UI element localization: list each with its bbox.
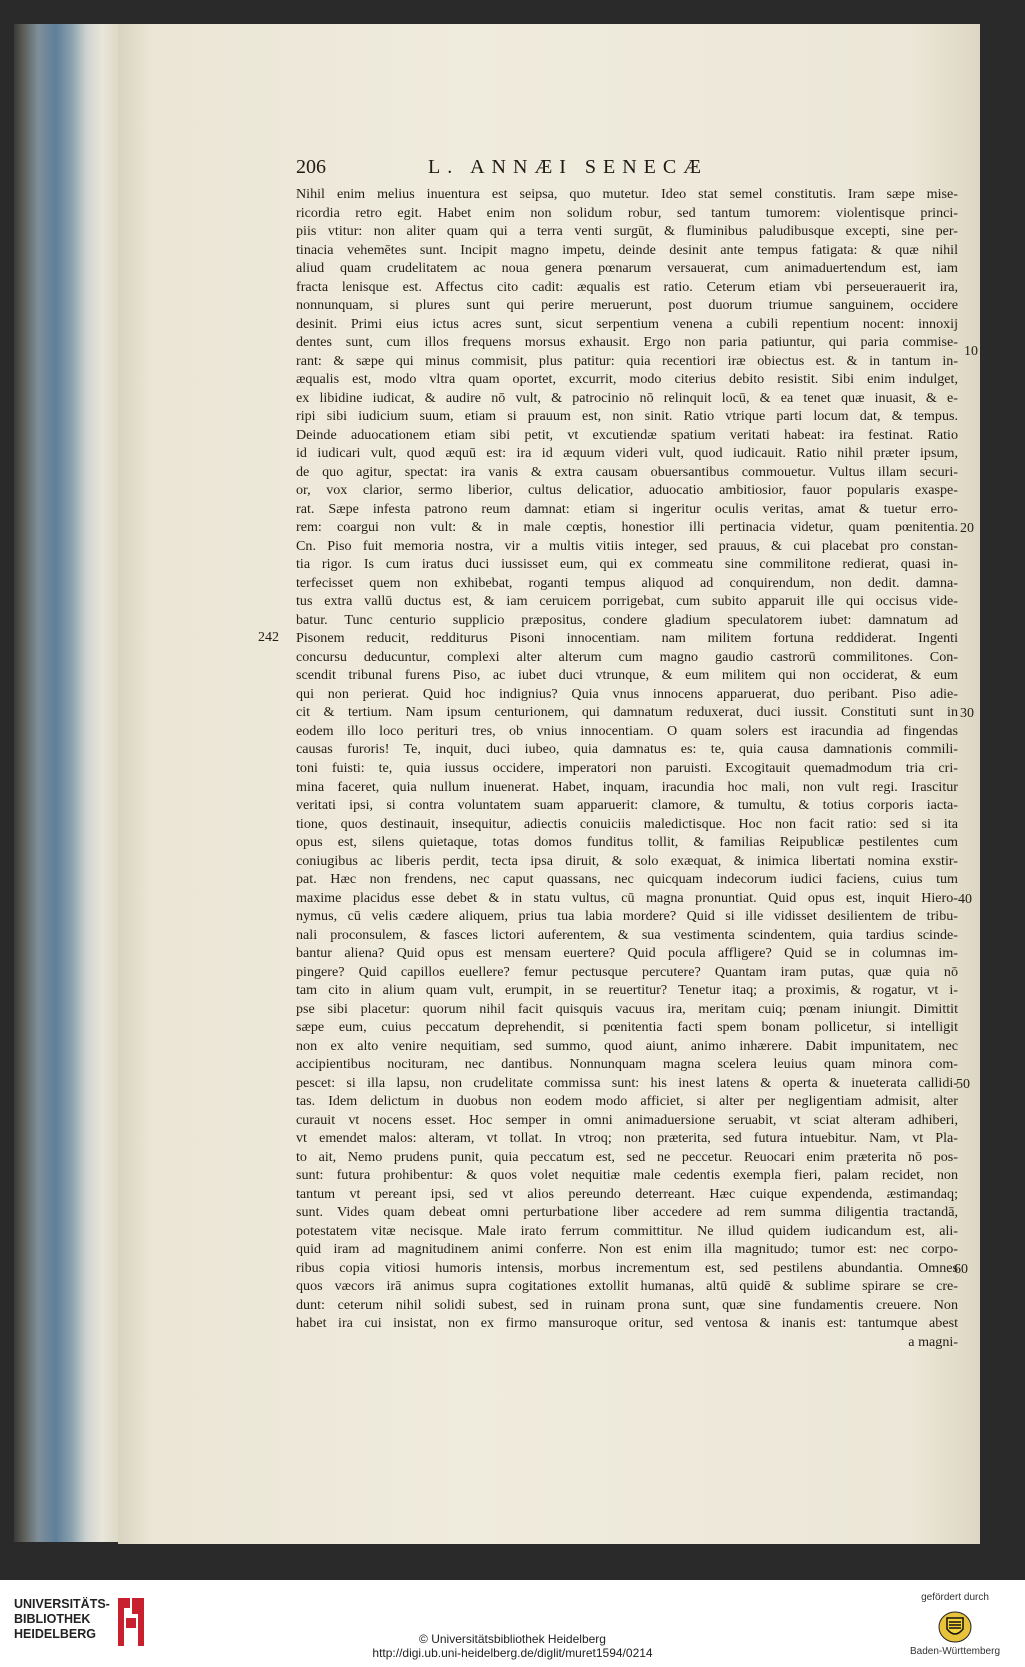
book-page — [118, 24, 980, 1544]
library-name-line: UNIVERSITÄTS- — [14, 1597, 110, 1611]
text-line: id iudicari vult, quod æquū est: ira id æquum videri vult, quod iudicauit. Ratio nihil præter ipsum, — [296, 445, 958, 462]
text-line: sunt: futura prohibentur: & quos volet nequitiæ male cedentis exempla fieri, palam recidet, non — [296, 1167, 958, 1184]
text-line: ribus copia vitiosi humoris intensis, morbus incrementum est, sed pestilens abundantia. Omnes — [296, 1259, 958, 1276]
text-line: nonnunquam, si plures sunt qui perire meruerunt, post duorum triumue sanguinem, occidere — [296, 297, 958, 314]
text-line: opus est, silens quietaque, totas domos funditus tollit, & familias Reipublicæ pestilentes cum — [296, 834, 958, 851]
margin-line-number: 40 — [958, 892, 972, 907]
margin-line-number: 20 — [960, 521, 974, 536]
margin-line-number: 50 — [956, 1077, 970, 1092]
text-line: curauit vt nocens esset. Hoc semper in omni animaduersione seruabit, vt sciat alteram adhiberi, — [296, 1111, 958, 1128]
margin-line-number: 60 — [954, 1262, 968, 1277]
text-line: batur. Tunc centurio supplicio præpositus, condere gladium speculatorem iubet: damnatum ad — [296, 611, 958, 628]
text-line: Pisonem reducit, redditurus Pisoni innocentiam. nam militem fortuna reddiderat. Ingenti — [296, 630, 958, 647]
text-line: pescet: si illa lapsu, non crudelitate commissa sunt: his inest latens & operta & inueterata callidi- — [296, 1074, 958, 1091]
library-name-line: HEIDELBERG — [14, 1627, 96, 1641]
funder-name: Baden-Württemberg — [909, 1646, 1001, 1657]
text-line: quos væcors irā animus supra cogitationes extollit humanas, altū quidē & sublime spirare se cre- — [296, 1278, 958, 1295]
margin-line-number: 30 — [960, 706, 974, 721]
text-line: concursu deducuntur, complexi alter alterum cum magno gaudio castrorū commilitones. Con- — [296, 648, 958, 665]
permalink[interactable]: http://digi.ub.uni-heidelberg.de/diglit/muret1594/0214 — [372, 1646, 653, 1660]
text-line: rant: & sæpe qui minus commisit, plus patitur: quia recentiori iræ obiectus est. & in tantum in- — [296, 352, 958, 369]
text-line: or, vox clarior, sermo liberior, cultus delicatior, aduocatio ambitiosior, fauor popularis exaspe- — [296, 482, 958, 499]
text-line: de quo agitur, spectat: ira vanis & extra causam obuersantibus commouetur. Vultus illam securi- — [296, 463, 958, 480]
text-line: eodem illo loco perituri tres, ob vnius innocentiam. O quam solers est iracundia ad fingendas — [296, 722, 958, 739]
text-line: Deinde aduocationem etiam sibi petit, vt excutiendæ spatium veritati habeat: ira festinat. Ratio — [296, 426, 958, 443]
text-line: dunt: ceterum nihil solidi subest, sed in ruinam prona sunt, quæ sine fundamentis creuere. Non — [296, 1296, 958, 1313]
text-line: bantur aliena? Quid opus est mensam euertere? Quid pocula affligere? Quid se in columnas im- — [296, 945, 958, 962]
book-page-edges — [14, 24, 124, 1542]
text-line: accipientibus nocituram, nec dantibus. Nonnunquam magna scelera leuius quam minora com- — [296, 1056, 958, 1073]
baden-wuerttemberg-crest-icon — [938, 1611, 972, 1643]
text-line: tinacia vehemētes sunt. Incipit magno impetu, deinde desinit ante tempus fatigata: & quæ nihil — [296, 241, 958, 258]
copyright-notice: © Universitätsbibliothek Heidelberg — [419, 1632, 606, 1646]
text-line: pingere? Quid capillos euellere? femur pectusque percutere? Quantam iram putas, quæ quia nō — [296, 963, 958, 980]
text-line: potestatem vitæ necisque. Male irato ferrum committitur. Ne illud quidem iudicandum est, ali- — [296, 1222, 958, 1239]
text-line: scendit tribunal furens Piso, ac iubet duci vtrunque, & eum militem qui non occiderat, & eum — [296, 667, 958, 684]
text-line: to ait, Nemo prudens punit, quia peccatum est, sed ne peccetur. Reuocari enim præterita nō pos- — [296, 1148, 958, 1165]
text-line: tam cito in alium quam vult, erumpit, in se reuertitur? Tenetur itaq; a proximis, & rogatur, vt i- — [296, 982, 958, 999]
text-line: pse sibi placetur: quorum nihil facit quisquis vacuus ira, meritam cuiq; pœnam iniungit. Dimittit — [296, 1000, 958, 1017]
library-name-line: BIBLIOTHEK — [14, 1612, 91, 1626]
text-line: cit & tertium. Nam ipsum centurionem, qui damnatum reduxerat, duci iussit. Constituti sunt in — [296, 704, 958, 721]
text-line: rem: coargui non vult: & in male cœptis, honestior illi pertinacia videtur, quam pœnitentia. — [296, 519, 958, 536]
margin-page-reference: 242 — [258, 630, 279, 645]
text-line: fracta lenisque est. Affectus cito cadit: æqualis est ratio. Ceterum etiam vbi perseuerauerit ira, — [296, 278, 958, 295]
text-line: tus extra vallū ductus est, & iam ceruicem porrigebat, cum subito apparuit ille qui occisus vide- — [296, 593, 958, 610]
funder-block[interactable] — [900, 1592, 1010, 1657]
text-line: tia rigor. Is cum iratus duci iussisset eum, qui ex commeatu sine commilitone redierat, quasi in- — [296, 556, 958, 573]
text-line: Cn. Piso fuit memoria nostra, vir a multis vitiis integer, sed prauus, & cui placebat pro constan- — [296, 537, 958, 554]
funded-by-label: gefördert durch — [921, 1592, 989, 1603]
text-line: piis vtitur: non aliter quam qui a terra venti surgūt, & fluminibus paludibusque excepti, sine per- — [296, 223, 958, 240]
running-head — [118, 156, 980, 184]
text-line: tas. Idem delictum in duobus non eodem modo afficiet, si alter per negligentiam admisit, alter — [296, 1093, 958, 1110]
text-line: habet ira cui insistat, non ex firmo mansuroque oritur, sed ventosa & inanis est: tantumque abest — [296, 1315, 958, 1332]
viewer-footer — [0, 1580, 1025, 1667]
text-line: causas furoris! Te, inquit, duci iubeo, quia damnatus es: te, quia causa damnationis commili- — [296, 741, 958, 758]
text-line: ex libidine iudicat, & audire nō vult, & patrocinio nō relinquit locū, & ea tenet quæ inuasit, & e- — [296, 389, 958, 406]
text-line: Nihil enim melius inuentura est seipsa, quo mutetur. Ideo stat semel constitutis. Iram sæpe mise- — [296, 186, 958, 202]
page-number: 206 — [296, 156, 326, 178]
body-text — [296, 185, 958, 1351]
text-line: nymus, cū velis cædere aliquem, prius tua labia mordere? Quid si ille vidisset desilientem de tribu- — [296, 908, 958, 925]
text-line: non ex alto venire nequitiam, sed summo, quod aiunt, animo inhærere. Dabit impunitatem, nec — [296, 1037, 958, 1054]
text-line: aliud quam crudelitatem ac noua genera pœnarum versauerat, cum animaduertendum est, iam — [296, 260, 958, 277]
margin-line-number: 10 — [964, 344, 978, 359]
text-line: terfecisset quem non exhibebat, roganti tempus aliquod ad conquirendum, non dedit. damna- — [296, 574, 958, 591]
text-line: mina faceret, quia nullum inuenerat. Habet, inquam, iracundia hoc mali, non vult regi. Irascitur — [296, 778, 958, 795]
text-line: toni fuisti: te, quia iussus occidere, imperatori non paruisti. Excogitauit quemadmodum tria cri- — [296, 759, 958, 776]
text-line: pat. Hæc non frendens, nec caput quassans, nec quicquam indecorum iudici faciens, cuius tum — [296, 871, 958, 888]
text-line: a magni- — [908, 1333, 958, 1350]
text-line: sæpe eum, cuius peccatum deprehendit, si pœnitentia facti spem bonam pollicetur, si intelligit — [296, 1019, 958, 1036]
text-line: ripi sibi iudicium suum, etiam si prauum est, non sinit. Ratio vtrique parti locum dat, & tempus. — [296, 408, 958, 425]
text-line: ricordia retro egit. Habet enim non solidum robur, sed tantum tumorem: violentisque princi- — [296, 204, 958, 221]
text-line: tantum vt pereant ipsi, sed vt alios pereundo deterreant. Hæc cuique expendenda, æstimandaq; — [296, 1185, 958, 1202]
footer-credits — [0, 1632, 1025, 1660]
text-line: æqualis est, modo vltra quam oportet, excurrit, modo citerius debito resistit. Sibi enim indulget, — [296, 371, 958, 388]
text-line: qui non perierat. Quid hoc indignius? Quia vnus innocens apparuerat, duo peribant. Piso adie- — [296, 685, 958, 702]
text-line: desinit. Primi eius ictus acres sunt, sicut serpentium venena a cubili repentium nocent: innoxij — [296, 315, 958, 332]
running-title: L. ANNÆI SENECÆ — [428, 156, 709, 178]
text-line: coniugibus ac liberis perdit, tecta ipsa diruit, & solo exæquat, & inimica libertati nomina exstir- — [296, 852, 958, 869]
text-line: nali proconsulem, & fasces lictori auferentem, & sua vestimenta scindentem, quia tardius scinde- — [296, 926, 958, 943]
text-line: sunt. Vides quam debeat omni perturbatione liber accedere ad rem summa diligentia tractandā, — [296, 1204, 958, 1221]
text-line: tione, quos destinauit, insequitur, adiectis conuiciis maledictisque. Hoc non facit ratio: sed si ita — [296, 815, 958, 832]
text-line: rat. Sæpe infesta patrono reum damnat: etiam si ingeritur oculis veritas, amat & tuetur erro- — [296, 500, 958, 517]
text-line: maxime placidus esse debet & in statu vultus, cū magna pronuntiat. Quid opus est, inquit Hiero- — [296, 889, 958, 906]
text-line: veritati ipsi, si contra voluntatem suam apparuerit: clamore, & tumultu, & totius corporis iacta- — [296, 797, 958, 814]
text-line: vt emendet malos: alteram, vt tollat. In vtroq; non præterita, sed futura intuebitur. Nam, vt Pla- — [296, 1130, 958, 1147]
text-line: dentes sunt, cum illos frequens morsus exhausit. Ergo non paria patiuntur, qui paria commise- — [296, 334, 958, 351]
text-line: quid iram ad magnitudinem animi conferre. Non est enim illa magnitudo; tumor est: nec corpo- — [296, 1241, 958, 1258]
